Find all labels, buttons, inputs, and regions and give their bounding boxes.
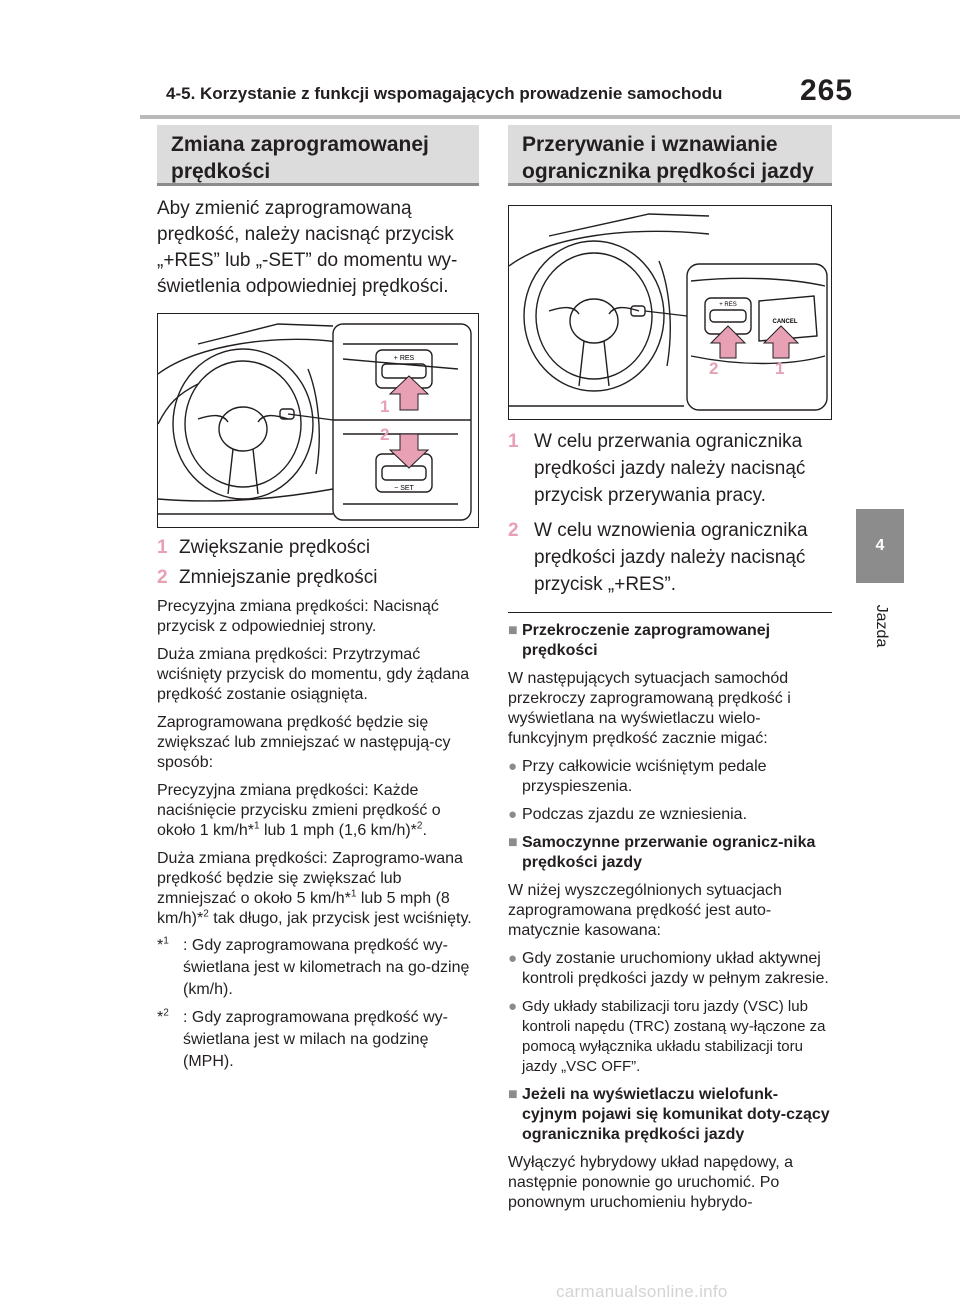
footnote-ref: 2 bbox=[416, 820, 423, 832]
text-part: Precyzyjna zmiana prędkości: Każde naciśnięcie przycisku zmieni prędkość o około 1 km/h* bbox=[157, 782, 441, 839]
footnote-ref: 2 bbox=[203, 908, 209, 920]
paragraph-large-change: Duża zmiana prędkości: Przytrzymać wciśnięty przycisk do momentu, gdy żądana prędkość zostanie osiągnięta. bbox=[157, 646, 470, 703]
figure-marker-2: 2 bbox=[709, 359, 719, 378]
bullet-item bbox=[508, 949, 832, 989]
auto-cancel-text: W niżej wyszczególnionych sytuacjach zaprogramowana prędkość jest auto-matycznie kasowana: bbox=[508, 882, 782, 939]
item-text: Zmniejszanie prędkości bbox=[179, 567, 378, 588]
item-number: 2 bbox=[157, 567, 168, 588]
steering-switch-illustration bbox=[157, 313, 479, 528]
circle-bullet-icon: ● bbox=[508, 806, 518, 823]
text-part: lub 1 mph (1,6 km/h)* bbox=[259, 822, 417, 839]
chapter-label bbox=[866, 596, 896, 656]
paragraph-large-step bbox=[157, 849, 479, 929]
intro-text: Aby zmienić zaprogramowaną prędkość, należy nacisnąć przycisk „+RES” lub „-SET” do momentu wy-świetlenia odpowiedniej prędkości. bbox=[157, 198, 458, 297]
paragraph-fine-step bbox=[157, 781, 479, 841]
steering-wheel-drawing bbox=[509, 206, 832, 420]
plus-res-label: + RES bbox=[393, 355, 415, 362]
footnote-num: 1 bbox=[163, 935, 169, 947]
subheading-text: Jeżeli na wyświetlaczu wielofunk-cyjnym pojawi się komunikat doty-czący ogranicznika prędkości jazdy bbox=[522, 1086, 830, 1143]
figure-marker-1: 1 bbox=[380, 397, 390, 416]
footnote-ref: 1 bbox=[253, 820, 260, 832]
right-column bbox=[508, 125, 832, 1213]
bullet-item bbox=[508, 997, 832, 1077]
figure-marker-1: 1 bbox=[775, 359, 785, 378]
left-column bbox=[157, 125, 479, 1073]
paragraph-fine-change: Precyzyjna zmiana prędkości: Nacisnąć przycisk z odpowiedniej strony. bbox=[157, 598, 439, 635]
bullet-item bbox=[508, 757, 832, 797]
running-header: 4-5. Korzystanie z funkcji wspomagających prowadzenie samochodu bbox=[166, 84, 723, 103]
subheading-overspeed bbox=[508, 621, 832, 661]
subheading-message bbox=[508, 1085, 832, 1145]
item-text: W celu przerwania ogranicznika prędkości jazdy należy nacisnąć przycisk przerywania pracy. bbox=[534, 431, 806, 506]
cancel-label: CANCEL bbox=[772, 319, 798, 325]
item-number: 2 bbox=[508, 520, 519, 541]
bullet-text: Gdy układy stabilizacji toru jazdy (VSC) lub kontroli napędu (TRC) zostaną wy-łączone za pomocą wyłącznika układu stabilizacji toru jazdy „VSC OFF”. bbox=[522, 998, 826, 1075]
figure-marker-2: 2 bbox=[380, 425, 390, 444]
chapter-label-text: Jazda bbox=[873, 604, 890, 648]
item-text: W celu wznowienia ogranicznika prędkości jazdy należy nacisnąć przycisk „+RES”. bbox=[534, 520, 808, 595]
subheading-auto-cancel bbox=[508, 833, 832, 873]
bullet-item bbox=[508, 805, 832, 825]
circle-bullet-icon: ● bbox=[508, 950, 518, 967]
section-divider bbox=[508, 612, 832, 613]
page-number: 265 bbox=[800, 74, 854, 107]
subheading-text: Przekroczenie zaprogramowanej prędkości bbox=[522, 622, 771, 659]
list-item-decrease bbox=[157, 564, 479, 591]
chapter-tab[interactable]: 4 bbox=[856, 509, 904, 583]
footnote-ref: 1 bbox=[350, 888, 357, 900]
square-bullet-icon: ■ bbox=[508, 622, 518, 639]
square-bullet-icon: ■ bbox=[508, 834, 518, 851]
subheading-text: Samoczynne przerwanie ogranicz-nika prędkości jazdy bbox=[522, 834, 816, 871]
footnote-1 bbox=[157, 935, 479, 1001]
text-part: . bbox=[422, 822, 427, 839]
footnote-num: 2 bbox=[163, 1007, 169, 1019]
cancel-switch-illustration bbox=[508, 205, 832, 420]
square-bullet-icon: ■ bbox=[508, 1086, 518, 1103]
footnote-mark bbox=[157, 935, 183, 1001]
message-text: Wyłączyć hybrydowy układ napędowy, a następnie ponownie go uruchomić. Po ponownym uruchomieniu hybrydo- bbox=[508, 1154, 794, 1211]
overspeed-text: W następujących sytuacjach samochód przekroczy zaprogramowaną prędkość i wyświetlana na wyświetlaczu wielo-funkcyjnym prędkość zacznie migać: bbox=[508, 670, 791, 747]
watermark: carmanualsonline.info bbox=[556, 1282, 728, 1301]
header-rule bbox=[140, 115, 960, 119]
list-item-increase bbox=[157, 534, 479, 561]
paragraph-behaviour: Zaprogramowana prędkość będzie się zwiększać lub zmniejszać w następują-cy sposób: bbox=[157, 714, 451, 771]
steering-wheel-drawing bbox=[158, 314, 479, 528]
footnote-text: : Gdy zaprogramowana prędkość wy-świetlana jest w kilometrach na go-dzinę (km/h). bbox=[183, 937, 470, 998]
text-part: Duża zmiana prędkości: Zaprogramo-wana prędkość będzie się zwiększać lub zmniejszać o około 5 km/h* bbox=[157, 850, 463, 907]
minus-set-label: − SET bbox=[394, 485, 414, 492]
footnote-mark bbox=[157, 1007, 183, 1073]
plus-res-label: + RES bbox=[719, 302, 737, 308]
circle-bullet-icon: ● bbox=[508, 758, 518, 775]
list-item-resume bbox=[508, 517, 832, 598]
bullet-text: Podczas zjazdu ze wzniesienia. bbox=[522, 806, 748, 823]
section-heading-change-speed: Zmiana zaprogramowanej prędkości bbox=[157, 125, 479, 186]
bullet-text: Gdy zostanie uruchomiony układ aktywnej kontroli prędkości jazdy w pełnym zakresie. bbox=[522, 950, 829, 987]
item-number: 1 bbox=[157, 537, 168, 558]
footnote-2 bbox=[157, 1007, 479, 1073]
section-heading-cancel-resume: Przerywanie i wznawianie ogranicznika prędkości jazdy bbox=[508, 125, 832, 186]
footnote-star: * bbox=[157, 937, 164, 954]
list-item-cancel bbox=[508, 428, 832, 509]
footnote-text: : Gdy zaprogramowana prędkość wy-świetlana jest w milach na godzinę (MPH). bbox=[183, 1009, 448, 1070]
footnote-star: * bbox=[157, 1009, 164, 1026]
bullet-text: Przy całkowicie wciśniętym pedale przyspieszenia. bbox=[522, 758, 767, 795]
text-part: tak długo, jak przycisk jest wciśnięty. bbox=[208, 910, 472, 927]
item-number: 1 bbox=[508, 431, 519, 452]
item-text: Zwiększanie prędkości bbox=[179, 537, 371, 558]
text-part: lub 5 mph (8 km/h)* bbox=[157, 890, 450, 927]
circle-bullet-icon: ● bbox=[508, 998, 518, 1015]
